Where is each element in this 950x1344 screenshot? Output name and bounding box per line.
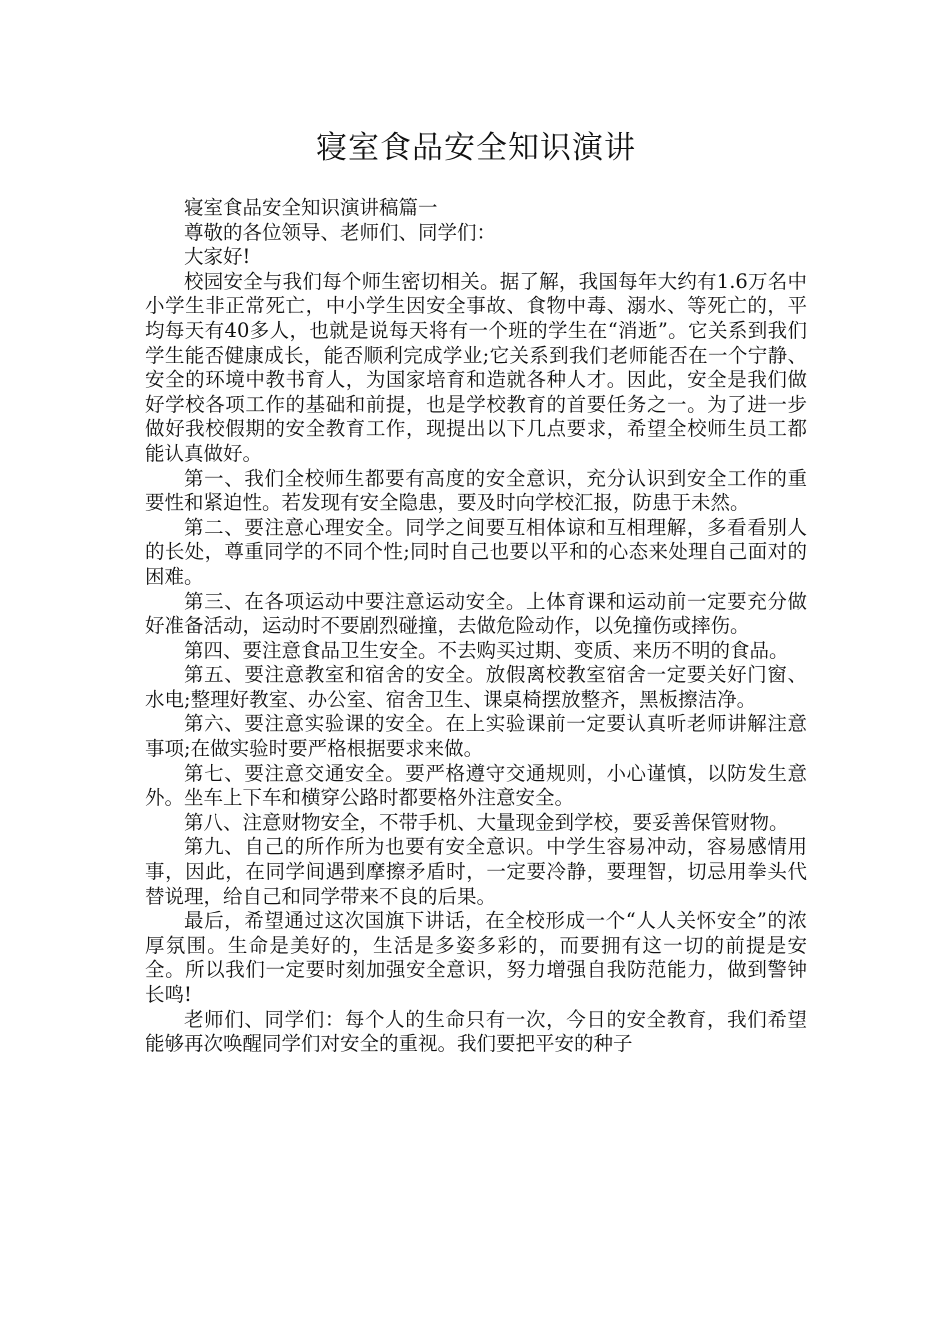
paragraph-point-9: 第九、自己的所作所为也要有安全意识。中学生容易冲动，容易感情用事，因此，在同学间遇到摩擦矛盾时，一定要冷静，要理智，切忌用拳头代替说理，给自己和同学带来不良的后果。 bbox=[145, 835, 807, 908]
paragraph-conclusion: 最后，希望通过这次国旗下讲话，在全校形成一个“人人关怀安全”的浓厚氛围。生命是美好的，生活是多姿多彩的，而要拥有这一切的前提是安全。所以我们一定要时刻加强安全意识，努力增强自我防范能力，做到警钟长鸣! bbox=[145, 909, 807, 1006]
document-page bbox=[145, 128, 807, 1057]
document-title: 寝室食品安全知识演讲 bbox=[316, 130, 636, 166]
paragraph-point-1: 第一、我们全校师生都要有高度的安全意识，充分认识到安全工作的重要性和紧迫性。若发现有安全隐患，要及时向学校汇报，防患于未然。 bbox=[145, 466, 807, 515]
paragraph-point-6: 第六、要注意实验课的安全。在上实验课前一定要认真听老师讲解注意事项;在做实验时要严格根据要求来做。 bbox=[145, 712, 807, 761]
paragraph-closing: 老师们、同学们：每个人的生命只有一次，今日的安全教育，我们希望能够再次唤醒同学们对安全的重视。我们要把平安的种子 bbox=[145, 1007, 807, 1056]
paragraph-point-5: 第五、要注意教室和宿舍的安全。放假离校教室宿舍一定要关好门窗、水电;整理好教室、办公室、宿舍卫生、课桌椅摆放整齐，黑板擦洁净。 bbox=[145, 663, 807, 711]
paragraph-point-7: 第七、要注意交通安全。要严格遵守交通规则，小心谨慎，以防发生意外。坐车上下车和横穿公路时都要格外注意安全。 bbox=[145, 761, 807, 810]
paragraph-point-3: 第三、在各项运动中要注意运动安全。上体育课和运动前一定要充分做好准备活动，运动时不要剧烈碰撞，去做危险动作，以免撞伤或摔伤。 bbox=[145, 589, 807, 638]
paragraph-point-8: 第八、注意财物安全，不带手机、大量现金到学校，要妥善保管财物。 bbox=[184, 810, 789, 834]
paragraph-intro: 校园安全与我们每个师生密切相关。据了解，我国每年大约有1.6万名中小学生非正常死亡，中小学生因安全事故、食物中毒、溺水、等死亡的，平均每天有40多人，也就是说每天将有一个班的学生在“消逝”。它关系到我们学生能否健康成长，能否顺利完成学业;它关系到我们老师能否在一个宁静、安全的环境中教书育人，为国家培育和造就各种人才。因此，安全是我们做好学校各项工作的基础和前提，也是学校教育的首要任务之一。为了进一步做好我校假期的安全教育工作，现提出以下几点要求，希望全校师生员工都能认真做好。 bbox=[145, 269, 807, 465]
paragraph-greeting: 大家好! bbox=[184, 245, 251, 269]
paragraph-point-4: 第四、要注意食品卫生安全。不去购买过期、变质、来历不明的食品。 bbox=[184, 638, 789, 662]
paragraph-salutation: 尊敬的各位领导、老师们、同学们： bbox=[184, 220, 497, 244]
paragraph-point-2: 第二、要注意心理安全。同学之间要互相体谅和互相理解，多看看别人的长处，尊重同学的不同个性;同时自己也要以平和的心态来处理自己面对的困难。 bbox=[145, 515, 807, 588]
paragraph-subtitle: 寝室食品安全知识演讲稿篇一 bbox=[184, 196, 438, 219]
